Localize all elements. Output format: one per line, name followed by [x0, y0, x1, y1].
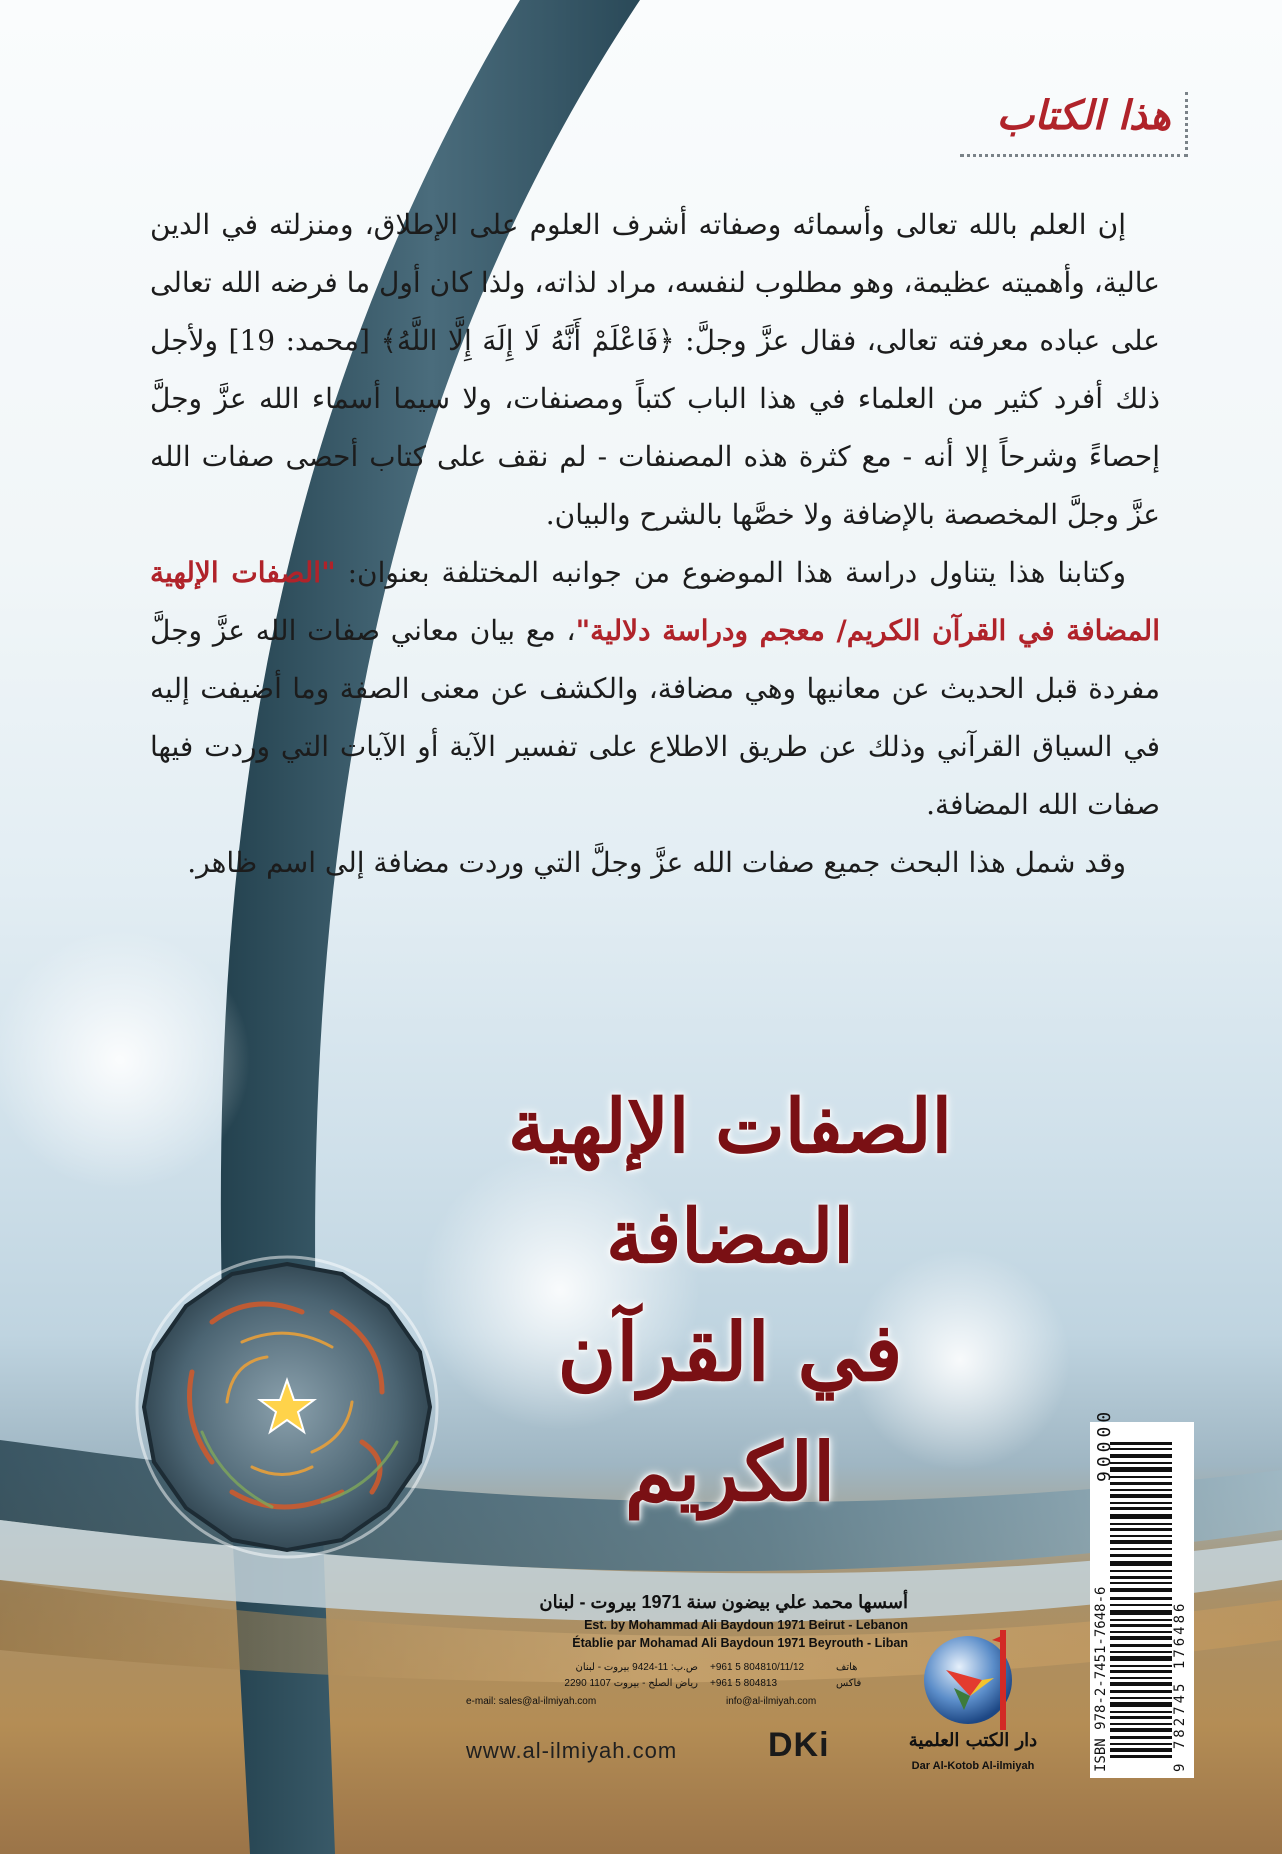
- calligraphy-medallion-icon: [132, 1252, 442, 1562]
- book-title: [470, 1072, 990, 1532]
- book-title-line-1: الصفات الإلهية المضافة: [507, 1084, 953, 1280]
- description-paragraph-3: وقد شمل هذا البحث جميع صفات الله عزَّ وجلَّ التي وردت مضافة إلى اسم ظاهر.: [187, 846, 1126, 879]
- paragraph-2-end: ، مع بيان معاني صفات الله عزَّ وجلَّ مفردة قبل الحديث عن معانيها وهي مضافة، والكشف عن معنى الصفة وما أضيفت إليه في السياق القرآني وذلك عن طريق الاطلاع على تفسير الآية أو الآيات التي وردت فيها صفات الله المضافة.: [150, 614, 1160, 821]
- description-paragraph-1: إن العلم بالله تعالى وأسمائه وصفاته أشرف العلوم على الإطلاق، ومنزلته في الدين عالية، وأهميته عظيمة، وهو مطلوب لنفسه، مراد لذاته، ولذا كان أول ما فرضه الله تعالى على عباده معرفته تعالى، فقال عزَّ وجلَّ: ﴿فَاعْلَمْ أَنَّهُ لَا إِلَهَ إِلَّا اللَّهُ﴾ [محمد: 19] ولأجل ذلك أفرد كثير من العلماء في هذا الباب كتباً ومصنفات، ولا سيما أسماء الله عزَّ وجلَّ إحصاءً وشرحاً إلا أنه - مع كثرة هذه المصنفات - لم نقف على كتاب أحصى صفات الله عزَّ وجلَّ المخصصة بالإضافة ولا خصَّها بالشرح والبيان.: [150, 208, 1161, 531]
- description-text: [150, 196, 1160, 892]
- dki-logo-text: DKi: [768, 1726, 830, 1764]
- description-paragraph-2: [150, 544, 1160, 834]
- phone-number: +961 5 804810/11/12: [710, 1662, 805, 1673]
- header-title: هذا الكتاب: [996, 92, 1171, 139]
- book-title-line-2: في القرآن الكريم: [557, 1305, 903, 1519]
- fax-label-arabic: فاكس: [836, 1678, 862, 1689]
- riad-arabic: رياض الصلح - بيروت 1107 2290: [564, 1678, 698, 1689]
- established-english: Est. by Mohammad Ali Baydoun 1971 Beirut - Lebanon: [584, 1618, 908, 1632]
- paragraph-2-start: وكتابنا هذا يتناول دراسة هذا الموضوع من جوانبه المختلفة بعنوان:: [335, 556, 1126, 589]
- po-box-arabic: ص.ب: 11-9424 بيروت - لبنان: [575, 1662, 698, 1673]
- info-email: info@al-ilmiyah.com: [726, 1696, 817, 1707]
- header-frame: [960, 92, 1188, 157]
- isbn-number: ISBN 978-2-7451-7648-6: [1093, 1586, 1109, 1772]
- publisher-name-english: Dar Al-Kotob Al-ilmiyah: [911, 1760, 1035, 1772]
- sales-email: e-mail: sales@al-ilmiyah.com: [466, 1696, 597, 1707]
- established-french: Établie par Mohamad Ali Baydoun 1971 Beyrouth - Liban: [572, 1636, 908, 1650]
- publisher-website: www.al-ilmiyah.com: [466, 1738, 678, 1763]
- phone-label-arabic: هاتف: [836, 1662, 858, 1673]
- barcode-icon: [1110, 1442, 1172, 1758]
- book-title-highlight: "الصفات الإلهية المضافة في القرآن الكريم/ معجم ودراسة دلالية": [150, 556, 1160, 647]
- founded-arabic: أسسها محمد علي بيضون سنة 1971 بيروت - لبنان: [539, 1592, 908, 1612]
- barcode-digits: 9 782745 176486: [1172, 1600, 1188, 1772]
- price-code: 90000: [1094, 1407, 1115, 1482]
- publisher-info: [466, 1592, 908, 1768]
- publisher-name-arabic: دار الكتب العلمية: [908, 1730, 1038, 1751]
- fax-number: +961 5 804813: [710, 1678, 778, 1689]
